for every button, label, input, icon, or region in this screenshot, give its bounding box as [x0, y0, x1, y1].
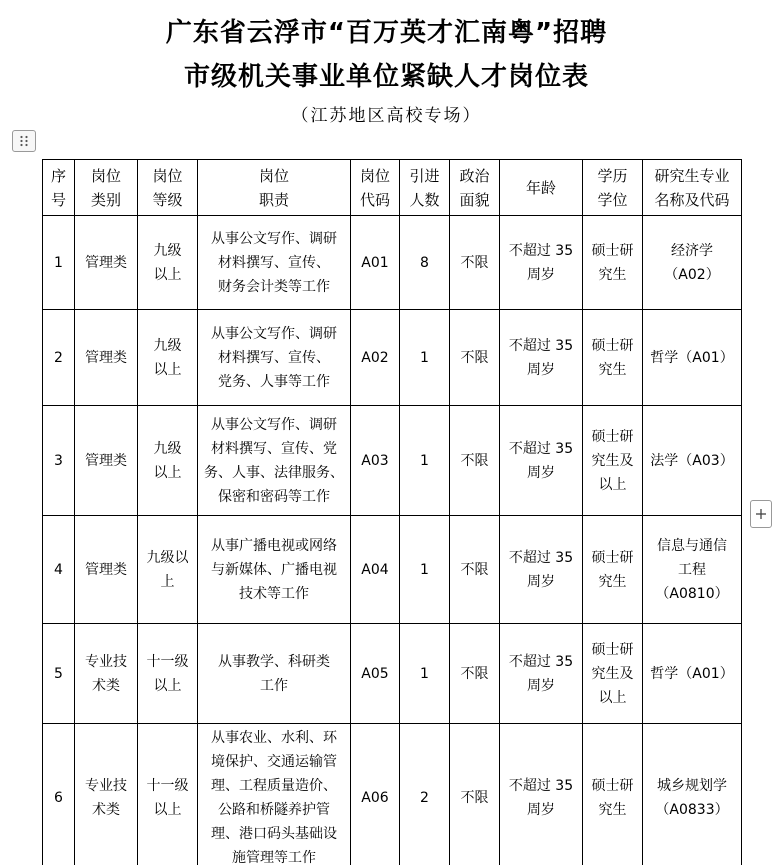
- cell-seq-text: 5: [54, 665, 63, 682]
- cell-level-text: 九级 以上: [153, 440, 182, 481]
- jobs-table: [42, 159, 742, 865]
- cell-major-text: 信息与通信 工程 （A0810）: [655, 537, 729, 602]
- plus-icon: [755, 508, 767, 520]
- header-age: [500, 160, 583, 216]
- cell-code-text: A06: [361, 789, 389, 806]
- table-row: [43, 406, 742, 516]
- cell-age: [500, 724, 583, 865]
- header-count: [400, 160, 450, 216]
- cell-age: [500, 624, 583, 724]
- header-major-text: 研究生专业 名称及代码: [654, 166, 730, 209]
- cell-political-text: 不限: [460, 349, 489, 366]
- table-row: [43, 216, 742, 310]
- cell-seq-text: 1: [54, 254, 63, 271]
- cell-seq-text: 4: [54, 561, 63, 578]
- cell-political-text: 不限: [460, 561, 489, 578]
- header-code: [351, 160, 400, 216]
- cell-education: [583, 624, 643, 724]
- header-education-text: 学历 学位: [597, 166, 628, 209]
- cell-count: [400, 724, 450, 865]
- cell-age-text: 不超过 35 周岁: [508, 337, 574, 378]
- cell-education-text: 硕士研 究生及 以上: [591, 428, 634, 493]
- table-row: [43, 516, 742, 624]
- table-row: [43, 310, 742, 406]
- cell-code: [351, 216, 400, 310]
- cell-count: [400, 516, 450, 624]
- cell-political-text: 不限: [460, 452, 489, 469]
- cell-count-text: 2: [420, 789, 429, 806]
- table-header-row: [43, 160, 742, 216]
- cell-category-text: 管理类: [85, 254, 127, 271]
- cell-count: [400, 406, 450, 516]
- cell-age: [500, 310, 583, 406]
- cell-code-text: A02: [361, 349, 389, 366]
- cell-education: [583, 406, 643, 516]
- cell-political-text: 不限: [460, 254, 489, 271]
- cell-major: [643, 516, 742, 624]
- cell-category: [75, 516, 138, 624]
- cell-duty-text: 从事公文写作、调研 材料撰写、宣传、党 务、人事、法律服务、 保密和密码等工作: [204, 416, 344, 505]
- cell-duty-text: 从事教学、科研类 工作: [218, 653, 330, 694]
- cell-code: [351, 724, 400, 865]
- cell-seq-text: 6: [54, 789, 63, 806]
- cell-duty: [198, 516, 351, 624]
- cell-education-text: 硕士研 究生及 以上: [591, 641, 634, 706]
- cell-major: [643, 724, 742, 865]
- cell-political: [450, 624, 500, 724]
- cell-education-text: 硕士研 究生: [591, 777, 634, 818]
- cell-age-text: 不超过 35 周岁: [508, 549, 574, 590]
- cell-category: [75, 310, 138, 406]
- cell-major-text: 经济学 （A02）: [664, 242, 720, 283]
- header-seq: [43, 160, 75, 216]
- header-level: [138, 160, 198, 216]
- cell-age-text: 不超过 35 周岁: [508, 242, 574, 283]
- cell-seq: [43, 216, 75, 310]
- table-row: [43, 724, 742, 865]
- cell-level-text: 十一级 以上: [146, 653, 189, 694]
- cell-major: [643, 624, 742, 724]
- cell-category: [75, 724, 138, 865]
- cell-major-text: 哲学（A01）: [650, 349, 734, 366]
- cell-seq: [43, 724, 75, 865]
- cell-code: [351, 516, 400, 624]
- cell-seq: [43, 406, 75, 516]
- cell-category: [75, 216, 138, 310]
- cell-seq-text: 2: [54, 349, 63, 366]
- cell-education: [583, 724, 643, 865]
- document-title-line1: 广东省云浮市“百万英才汇南粤”招聘: [165, 18, 608, 48]
- cell-duty-text: 从事广播电视或网络 与新媒体、广播电视 技术等工作: [211, 537, 337, 602]
- header-political-text: 政治 面貌: [459, 166, 490, 209]
- cell-education-text: 硕士研 究生: [591, 337, 634, 378]
- cell-duty-text: 从事农业、水利、环 境保护、交通运输管 理、工程质量造价、 公路和桥隧养护管 理、港口码头基础设 施管理等工作: [211, 729, 337, 865]
- cell-level: [138, 310, 198, 406]
- cell-category-text: 管理类: [85, 349, 127, 366]
- cell-code-text: A03: [361, 452, 389, 469]
- cell-duty-text: 从事公文写作、调研 材料撰写、宣传、 党务、人事等工作: [211, 325, 337, 390]
- cell-count-text: 8: [420, 254, 429, 271]
- cell-age: [500, 406, 583, 516]
- cell-political: [450, 216, 500, 310]
- cell-major-text: 法学（A03）: [650, 452, 734, 469]
- cell-political: [450, 310, 500, 406]
- cell-code-text: A05: [361, 665, 389, 682]
- header-duty: [198, 160, 351, 216]
- header-seq-text: 序 号: [50, 166, 66, 209]
- cell-count-text: 1: [420, 665, 429, 682]
- table-move-handle-icon: [19, 135, 29, 147]
- cell-seq-text: 3: [54, 452, 63, 469]
- cell-duty: [198, 724, 351, 865]
- cell-age: [500, 516, 583, 624]
- cell-political: [450, 516, 500, 624]
- cell-level: [138, 724, 198, 865]
- cell-level-text: 九级以 上: [146, 549, 189, 590]
- cell-count: [400, 216, 450, 310]
- cell-category-text: 专业技 术类: [85, 777, 127, 818]
- table-row: [43, 624, 742, 724]
- header-major: [643, 160, 742, 216]
- cell-political: [450, 406, 500, 516]
- cell-category: [75, 406, 138, 516]
- cell-political-text: 不限: [460, 789, 489, 806]
- cell-duty: [198, 406, 351, 516]
- cell-category-text: 管理类: [85, 561, 127, 578]
- cell-category-text: 专业技 术类: [85, 653, 127, 694]
- cell-age-text: 不超过 35 周岁: [508, 653, 574, 694]
- cell-seq: [43, 624, 75, 724]
- cell-seq: [43, 310, 75, 406]
- cell-age-text: 不超过 35 周岁: [508, 440, 574, 481]
- cell-education-text: 硕士研 究生: [591, 549, 634, 590]
- cell-political: [450, 724, 500, 865]
- cell-count-text: 1: [420, 561, 429, 578]
- cell-count-text: 1: [420, 452, 429, 469]
- cell-count-text: 1: [420, 349, 429, 366]
- cell-duty: [198, 216, 351, 310]
- header-education: [583, 160, 643, 216]
- cell-level: [138, 216, 198, 310]
- add-row-button[interactable]: [750, 500, 772, 528]
- cell-duty: [198, 624, 351, 724]
- cell-level-text: 九级 以上: [153, 337, 182, 378]
- cell-level-text: 十一级 以上: [146, 777, 189, 818]
- cell-major: [643, 310, 742, 406]
- cell-count: [400, 624, 450, 724]
- cell-duty-text: 从事公文写作、调研 材料撰写、宣传、 财务会计类等工作: [211, 230, 337, 295]
- cell-major: [643, 406, 742, 516]
- cell-code: [351, 406, 400, 516]
- cell-major: [643, 216, 742, 310]
- header-category-text: 岗位 类别: [90, 166, 121, 209]
- header-political: [450, 160, 500, 216]
- cell-code-text: A01: [361, 254, 389, 271]
- document-title-line2: 市级机关事业单位紧缺人才岗位表: [183, 62, 589, 92]
- header-count-text: 引进 人数: [409, 166, 440, 209]
- header-level-text: 岗位 等级: [152, 166, 183, 209]
- cell-code-text: A04: [361, 561, 389, 578]
- cell-level: [138, 516, 198, 624]
- cell-level: [138, 406, 198, 516]
- cell-major-text: 哲学（A01）: [650, 665, 734, 682]
- cell-level: [138, 624, 198, 724]
- table-move-handle[interactable]: [12, 130, 36, 152]
- header-duty-text: 岗位 职责: [258, 166, 289, 209]
- header-age-text: 年龄: [525, 178, 556, 197]
- cell-count: [400, 310, 450, 406]
- cell-seq: [43, 516, 75, 624]
- cell-education: [583, 216, 643, 310]
- header-code-text: 岗位 代码: [359, 166, 390, 209]
- cell-education: [583, 310, 643, 406]
- cell-code: [351, 310, 400, 406]
- cell-category-text: 管理类: [85, 452, 127, 469]
- cell-major-text: 城乡规划学 （A0833）: [655, 777, 729, 818]
- cell-age-text: 不超过 35 周岁: [508, 777, 574, 818]
- cell-category: [75, 624, 138, 724]
- cell-education-text: 硕士研 究生: [591, 242, 634, 283]
- cell-education: [583, 516, 643, 624]
- document-subtitle: （江苏地区高校专场）: [291, 106, 482, 126]
- header-category: [75, 160, 138, 216]
- cell-level-text: 九级 以上: [153, 242, 182, 283]
- cell-political-text: 不限: [460, 665, 489, 682]
- cell-code: [351, 624, 400, 724]
- cell-duty: [198, 310, 351, 406]
- cell-age: [500, 216, 583, 310]
